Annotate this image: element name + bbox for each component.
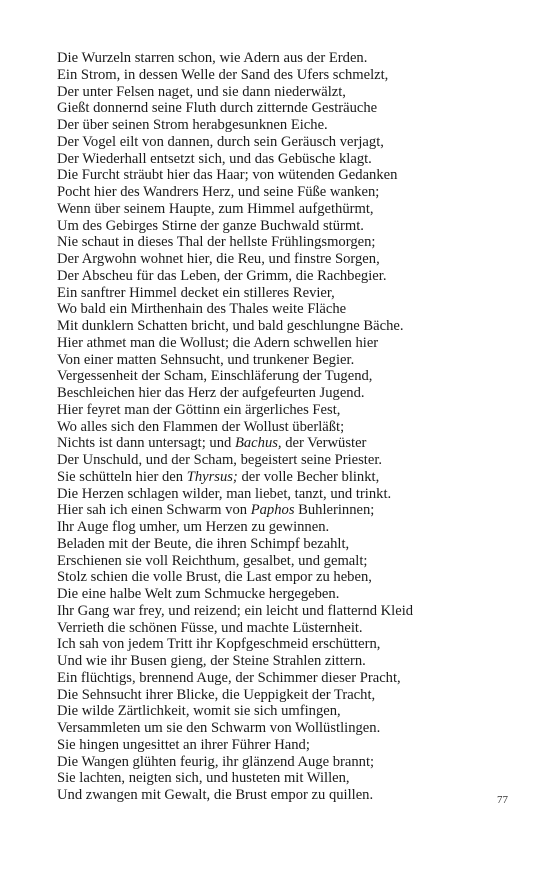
poem-line	[57, 519, 537, 536]
poem-line	[57, 620, 537, 637]
line-text: Hier athmet man die Wollust; die Adern schwellen hier	[57, 334, 379, 351]
line-text: Die Sehnsucht ihrer Blicke, die Ueppigkeit der Tracht,	[57, 686, 376, 703]
poem-line	[57, 402, 537, 419]
line-text: Nie schaut in dieses Thal der hellste Frühlingsmorgen;	[57, 234, 376, 251]
poem-line	[57, 469, 537, 486]
line-text: Gießt donnernd seine Fluth durch zitternde Gesträuche	[57, 100, 378, 117]
line-text: Die Furcht sträubt hier das Haar; von wütenden Gedanken	[57, 167, 398, 184]
poem-line	[57, 385, 537, 402]
poem-line	[57, 100, 537, 117]
line-text: Erschienen sie voll Reichthum, gesalbet, und gemalt;	[57, 552, 368, 569]
line-text: Ihr Auge flog umher, um Herzen zu gewinnen.	[57, 519, 330, 535]
line-text: Sie hingen ungesittet an ihrer Führer Hand;	[57, 736, 310, 753]
poem-line	[57, 553, 537, 570]
poem-line	[57, 318, 537, 335]
poem-line	[57, 84, 537, 101]
poem-line	[57, 536, 537, 553]
italic-name: Paphos	[250, 502, 295, 519]
line-text: Der über seinen Strom herabgesunknen Eiche.	[57, 117, 328, 133]
poem-line	[57, 435, 537, 452]
poem-line	[57, 770, 537, 787]
line-text: Stolz schien die volle Brust, die Last empor zu heben,	[57, 569, 372, 586]
line-text: Der unter Felsen naget, und sie dann niederwälzt,	[57, 83, 346, 100]
line-text: Die Wurzeln starren schon, wie Adern aus der Erden.	[57, 50, 368, 66]
poem-line	[57, 569, 537, 586]
poem-line	[57, 151, 537, 168]
poem-line	[57, 218, 537, 235]
line-text: Sie lachten, neigten sich, und husteten mit Willen,	[57, 770, 350, 787]
poem-line	[57, 603, 537, 620]
line-text: Versammleten um sie den Schwarm von Wollüstlingen.	[57, 720, 381, 736]
poem-line	[57, 134, 537, 151]
line-text: Der Argwohn wohnet hier, die Reu, und finstre Sorgen,	[57, 251, 380, 267]
line-text: Nichts ist dann untersagt; und	[57, 435, 235, 452]
poem-text	[57, 50, 537, 804]
line-text: Und zwangen mit Gewalt, die Brust empor zu quillen.	[57, 787, 374, 803]
line-text: Ein sanftrer Himmel decket ein stilleres Revier,	[57, 284, 335, 301]
poem-line	[57, 703, 537, 720]
line-text: der volle Becher blinkt,	[237, 468, 380, 485]
page-number: 77	[497, 794, 508, 806]
line-text: Die eine halbe Welt zum Schmucke hergegeben.	[57, 586, 340, 602]
line-text: Ein Strom, in dessen Welle der Sand des Ufers schmelzt,	[57, 66, 389, 83]
poem-line	[57, 754, 537, 771]
line-text: Die wilde Zärtlichkeit, womit sie sich umfingen,	[57, 703, 341, 720]
line-text: Wenn über seinem Haupte, zum Himmel aufgethürmt,	[57, 200, 374, 217]
line-text: Die Wangen glühten feurig, ihr glänzend Auge brannt;	[57, 753, 375, 770]
line-text: Hier sah ich einen Schwarm von	[57, 502, 251, 519]
poem-line	[57, 787, 537, 804]
poem-line	[57, 653, 537, 670]
poem-line	[57, 502, 537, 519]
poem-line	[57, 184, 537, 201]
poem-line	[57, 687, 537, 704]
line-text: Beladen mit der Beute, die ihren Schimpf bezahlt,	[57, 535, 350, 552]
poem-line	[57, 117, 537, 134]
poem-line	[57, 368, 537, 385]
line-text: Mit dunklern Schatten bricht, und bald geschlungne Bäche.	[57, 318, 404, 334]
poem-line	[57, 335, 537, 352]
line-text: Pocht hier des Wandrers Herz, und seine Füße wanken;	[57, 184, 380, 200]
poem-line	[57, 670, 537, 687]
line-text: Wo alles sich den Flammen der Wollust überläßt;	[57, 418, 345, 435]
line-text: Beschleichen hier das Herz der aufgefeurten Jugend.	[57, 385, 365, 401]
line-text: Vergessenheit der Scham, Einschläferung der Tugend,	[57, 368, 373, 385]
poem-line	[57, 201, 537, 218]
poem-line	[57, 50, 537, 67]
poem-line	[57, 452, 537, 469]
poem-line	[57, 636, 537, 653]
poem-line	[57, 486, 537, 503]
line-text: Die Herzen schlagen wilder, man liebet, tanzt, und trinkt.	[57, 485, 392, 502]
line-text: Der Wiederhall entsetzt sich, und das Gebüsche klagt.	[57, 150, 372, 167]
poem-line	[57, 419, 537, 436]
line-text: Um des Gebirges Stirne der ganze Buchwald stürmt.	[57, 217, 364, 234]
poem-line	[57, 268, 537, 285]
line-text: Sie schütteln hier den	[57, 468, 187, 485]
line-text: Der Abscheu für das Leben, der Grimm, die Rachbegier.	[57, 267, 387, 284]
line-text: Buhlerinnen;	[294, 502, 375, 519]
line-text: Der Vogel eilt von dannen, durch sein Geräusch verjagt,	[57, 133, 384, 150]
line-text: Und wie ihr Busen gieng, der Steine Strahlen zittern.	[57, 653, 366, 669]
line-text: Ein flüchtigs, brennend Auge, der Schimmer dieser Pracht,	[57, 669, 401, 686]
poem-line	[57, 67, 537, 84]
italic-name: Bachus,	[234, 435, 282, 452]
line-text: Der Unschuld, und der Scham, begeistert seine Priester.	[57, 452, 383, 468]
italic-name: Thyrsus;	[186, 468, 238, 485]
poem-line	[57, 251, 537, 268]
poem-line	[57, 167, 537, 184]
poem-line	[57, 234, 537, 251]
poem-line	[57, 737, 537, 754]
line-text: Hier feyret man der Göttinn ein ärgerliches Fest,	[57, 401, 341, 418]
poem-line	[57, 301, 537, 318]
line-text: Ihr Gang war frey, und reizend; ein leicht und flatternd Kleid	[57, 602, 414, 619]
line-text: Wo bald ein Mirthenhain des Thales weite Fläche	[57, 301, 347, 318]
poem-line	[57, 285, 537, 302]
line-text: Ich sah von jedem Tritt ihr Kopfgeschmeid erschüttern,	[57, 636, 381, 653]
line-text: Verrieth die schönen Füsse, und machte Lüsternheit.	[57, 619, 363, 636]
line-text: Von einer matten Sehnsucht, und trunkener Begier.	[57, 351, 355, 368]
poem-line	[57, 720, 537, 737]
poem-line	[57, 352, 537, 369]
poem-line	[57, 586, 537, 603]
line-text: der Verwüster	[281, 435, 367, 452]
